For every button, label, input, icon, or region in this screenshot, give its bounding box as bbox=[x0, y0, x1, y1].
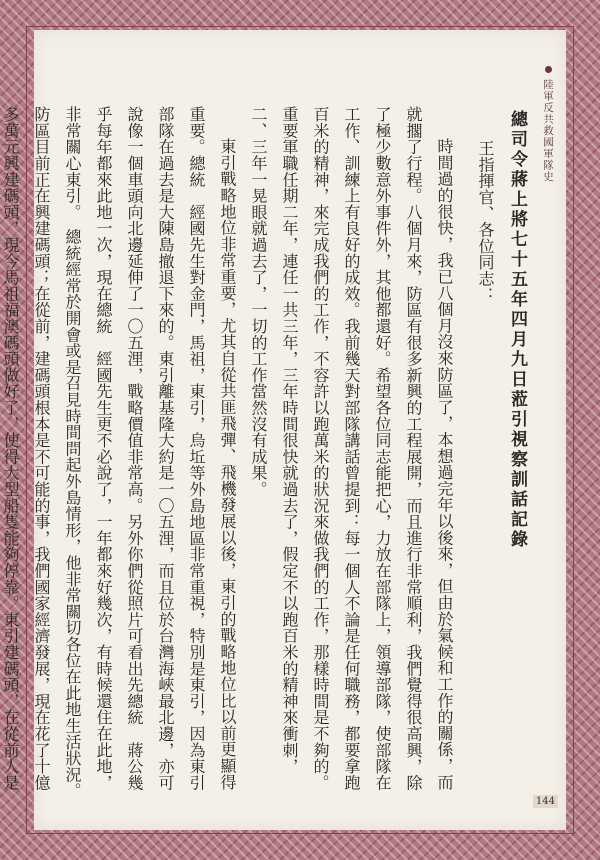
document-page bbox=[1, 30, 566, 830]
header-text: 陸軍反共救國軍隊史 bbox=[542, 79, 554, 183]
page-number: 144 bbox=[533, 795, 558, 808]
running-header bbox=[541, 66, 556, 183]
speech-title: 總司令蔣上將七十五年四月九日蒞引視察訓話記錄 bbox=[507, 110, 527, 550]
paragraph-1: 時間過的很快，我已八個月沒來防區了，本想過完年以後來，但由於氣候和工作的關係，而就擱了行程。八個月來，防區有很多新興的工程展開，而且進行非常順利，我們覺得很高興，除了極少數意外事件外，其他都還好。希望各位同志能把心，力放在部隊上，領導部隊，使部隊在工作、訓練上有良好的成效。我前幾天對部隊講話曾提到：每一個人不論是任何職務，都要拿跑百米的精神，來完成我們的工作，不容許以跑萬米的狀況來做我們的工作，那樣時間是不夠的。重要軍職任期二年，連任一共三年，三年時間很快就過去了，假定不以跑百米的精神來衝刺，二、三年一晃眼就過去了，一切的工作當然沒有成果。 bbox=[249, 106, 454, 791]
header-bullet-icon bbox=[545, 66, 552, 73]
vertical-text-body bbox=[1, 106, 532, 806]
paragraph-2: 東引戰略地位非常重要，尤其自從共匪飛彈、飛機發展以後，東引的戰略地位比以前更顯得重要。總統 經國先生對金門，馬祖，東引，烏坵等外島地區非常重視，特別是東引，因為東引部隊在過去是大陳島撤退下來的。東引離基隆大約是一〇五浬，而且位於台灣海峽最北邊，亦可說像一個車頭向北邊延伸了一〇五浬，戰略價值非常高。另外你們從照片可看出先總統 蔣公幾乎每年都來此地一次，現在總統 經國先生更不必說了，一年都來好幾次，有時候還住在此地，非常關心東引。 總統經常於開會或是召見時間問起外島情形，他非常關切各位在此地生活狀況。防區目前正在興建碼頭；在從前，建碼頭根本是不可能的事，我們國家經濟發展，現在花了十億多萬元興建碼頭，現今馬祖福澳碼頭做好了，使得大型船隻能夠停靠。東引建碼頭，在從前人是 bbox=[1, 106, 237, 799]
speech-greeting: 王指揮官、各位同志： bbox=[476, 140, 495, 303]
